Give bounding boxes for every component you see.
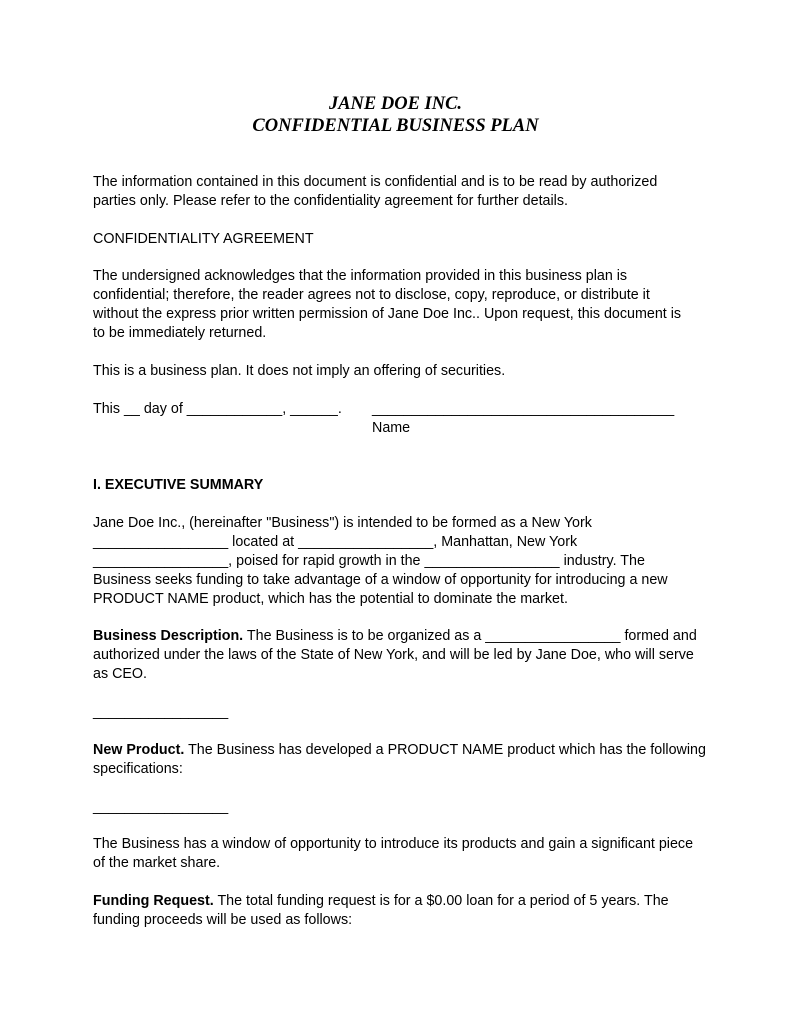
opportunity-line-1: The Business has a window of opportunity to introduce its products and gain a significant piece <box>93 836 694 852</box>
summary-line-4: Business seeks funding to take advantage of a window of opportunity for introducing a new <box>93 572 668 588</box>
business-description-line-3: as CEO. <box>93 666 148 682</box>
opportunity-paragraph <box>93 835 703 873</box>
securities-note: This is a business plan. It does not imply an offering of securities. <box>93 363 506 379</box>
document-title: CONFIDENTIAL BUSINESS PLAN <box>252 116 539 136</box>
executive-summary-body <box>93 514 703 609</box>
funding-request-line-1: The total funding request is for a $0.00 loan for a period of 5 years. The <box>213 893 669 909</box>
intro-line-2: parties only. Please refer to the confidentiality agreement for further details. <box>93 193 568 209</box>
agreement-line-2: confidential; therefore, the reader agrees not to disclose, copy, reproduce, or distribute it <box>93 287 650 303</box>
summary-line-2: _________________ located at _________________, Manhattan, New York <box>93 534 578 550</box>
agreement-line-3: without the express prior written permission of Jane Doe Inc.. Upon request, this document is <box>93 306 682 322</box>
business-description-blank: _________________ <box>93 704 229 720</box>
funding-request <box>93 892 703 930</box>
intro-line-1: The information contained in this document is confidential and is to be read by authorized <box>93 174 658 190</box>
summary-line-5: PRODUCT NAME product, which has the potential to dominate the market. <box>93 591 568 607</box>
business-description-line-2: authorized under the laws of the State of New York, and will be led by Jane Doe, who will serve <box>93 647 694 663</box>
executive-summary-heading: I. EXECUTIVE SUMMARY <box>93 477 264 493</box>
company-title: JANE DOE INC. <box>328 94 463 114</box>
summary-line-1: Jane Doe Inc., (hereinafter "Business") is intended to be formed as a New York <box>93 515 592 531</box>
new-product-line-2: specifications: <box>93 761 183 777</box>
business-description-line-1: The Business is to be organized as a _________________ formed and <box>243 628 697 644</box>
agreement-heading: CONFIDENTIALITY AGREEMENT <box>93 231 314 247</box>
new-product-blank: _________________ <box>93 799 229 815</box>
summary-line-3: _________________, poised for rapid growth in the _________________ industry. The <box>93 553 645 569</box>
business-description-label: Business Description. <box>93 628 244 644</box>
new-product-label: New Product. <box>93 742 185 758</box>
funding-request-label: Funding Request. <box>93 893 214 909</box>
funding-request-line-2: funding proceeds will be used as follows: <box>93 912 353 928</box>
signature-line: ______________________________________ <box>372 401 675 417</box>
confidentiality-intro <box>93 173 703 211</box>
business-description <box>93 627 703 684</box>
opportunity-line-2: of the market share. <box>93 855 221 871</box>
date-line: This __ day of ____________, ______. <box>93 401 342 417</box>
new-product <box>93 741 706 779</box>
agreement-line-4: to be immediately returned. <box>93 325 267 341</box>
agreement-body <box>93 267 703 343</box>
agreement-line-1: The undersigned acknowledges that the information provided in this business plan is <box>93 268 628 284</box>
signature-label: Name <box>372 420 411 436</box>
new-product-line-1: The Business has developed a PRODUCT NAME product which has the following <box>184 742 706 758</box>
